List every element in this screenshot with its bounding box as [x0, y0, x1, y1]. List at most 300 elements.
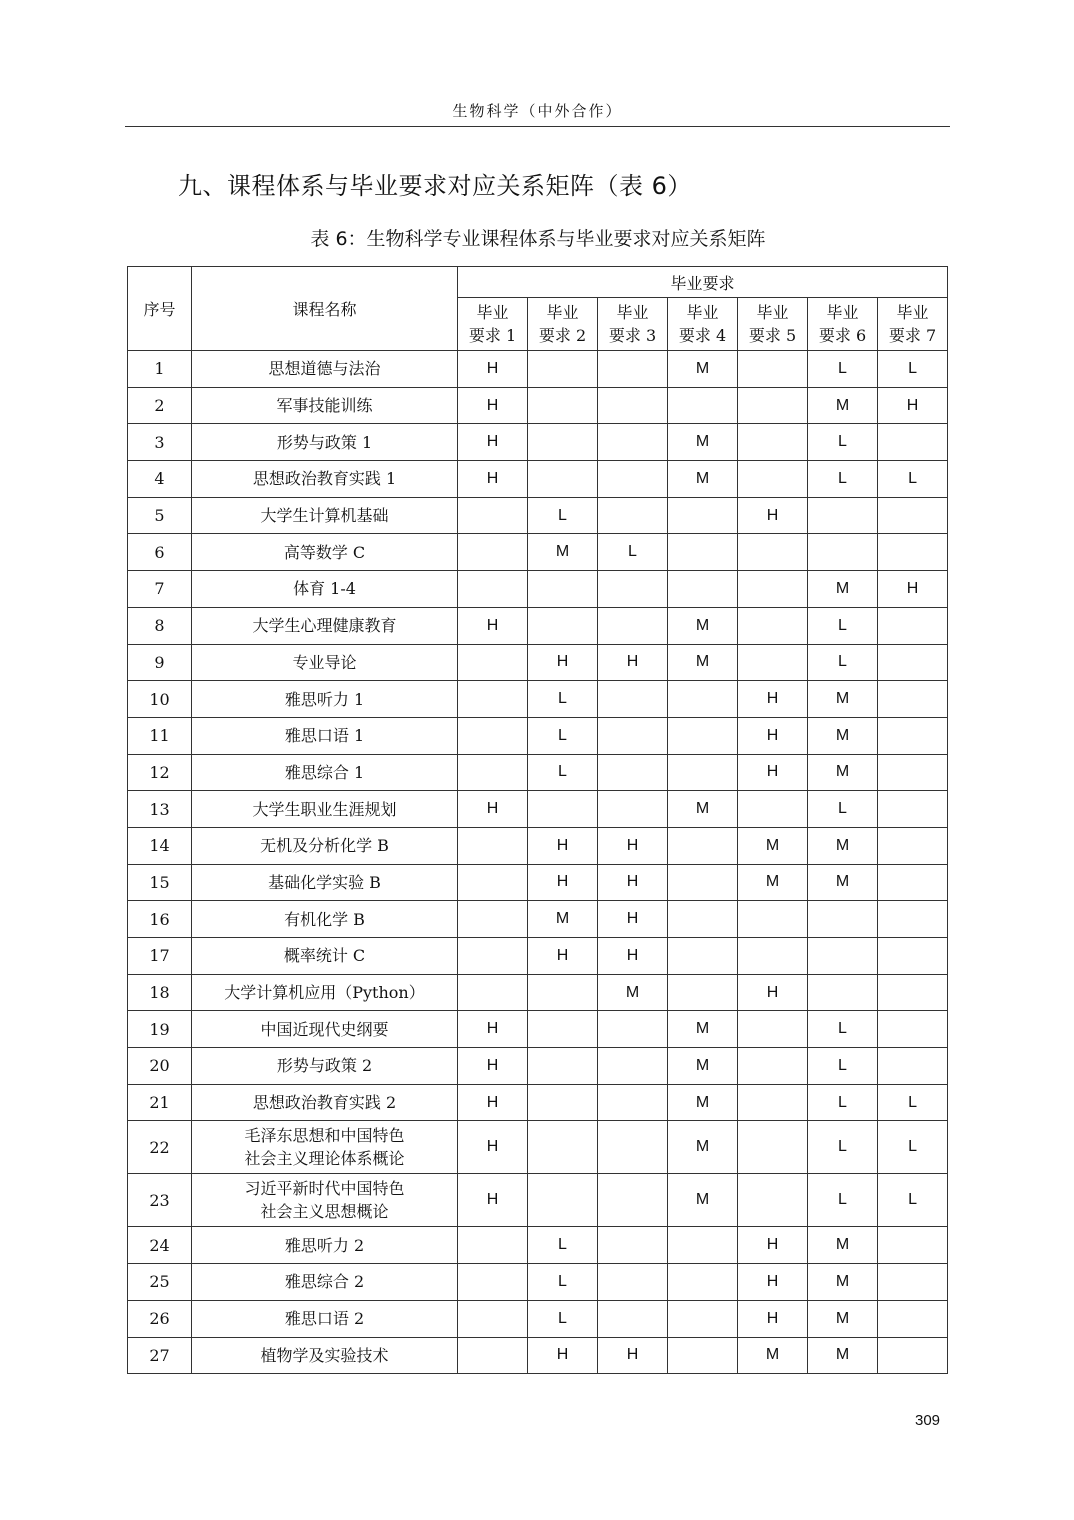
course-name-line: 有机化学 B: [284, 909, 365, 929]
row-index: 9: [128, 644, 192, 681]
requirement-mark: M: [808, 571, 878, 608]
requirement-mark: H: [458, 424, 528, 461]
course-name: [192, 497, 458, 534]
course-name: [192, 974, 458, 1011]
table-row: [128, 754, 948, 791]
course-name-line: 专业导论: [292, 652, 357, 672]
requirement-mark: L: [808, 1121, 878, 1174]
requirement-mark: [458, 1227, 528, 1264]
course-name-line: 概率统计 C: [283, 946, 366, 966]
table-row: [128, 461, 948, 498]
requirement-mark: [528, 1084, 598, 1121]
requirement-mark: L: [808, 607, 878, 644]
row-index: 2: [128, 387, 192, 424]
requirement-mark: [528, 424, 598, 461]
requirement-mark: H: [598, 1337, 668, 1374]
requirement-mark: M: [808, 681, 878, 718]
table-row: [128, 1121, 948, 1174]
requirement-mark: M: [598, 974, 668, 1011]
requirement-mark: [738, 1084, 808, 1121]
requirement-mark: [458, 571, 528, 608]
requirement-mark: [878, 974, 948, 1011]
course-name-line: 雅思听力 1: [284, 689, 365, 709]
requirement-mark: [458, 717, 528, 754]
requirement-mark: H: [458, 607, 528, 644]
requirement-mark: M: [668, 424, 738, 461]
course-name: [192, 1337, 458, 1374]
requirement-mark: [458, 681, 528, 718]
requirement-mark: [458, 1264, 528, 1301]
row-index: 16: [128, 901, 192, 938]
requirement-header-line2: 要求 5: [748, 326, 797, 345]
requirement-mark: H: [878, 387, 948, 424]
requirement-mark: [528, 351, 598, 388]
requirement-mark: [878, 607, 948, 644]
course-name-line: 无机及分析化学 B: [260, 836, 389, 856]
requirements-matrix-table: [127, 266, 948, 1374]
requirement-mark: H: [458, 1121, 528, 1174]
requirement-mark: [878, 1264, 948, 1301]
row-index: 14: [128, 827, 192, 864]
requirement-mark: M: [528, 534, 598, 571]
requirement-mark: [738, 571, 808, 608]
column-header-requirement: [668, 298, 738, 351]
requirement-mark: [458, 497, 528, 534]
table-row: [128, 1048, 948, 1085]
requirement-mark: L: [528, 717, 598, 754]
requirement-mark: [878, 1011, 948, 1048]
row-index: 22: [128, 1121, 192, 1174]
course-name-line: 思想道德与法治: [268, 359, 381, 379]
row-index: 21: [128, 1084, 192, 1121]
row-index: 26: [128, 1300, 192, 1337]
course-name: [192, 644, 458, 681]
requirement-mark: [528, 791, 598, 828]
requirement-mark: L: [808, 424, 878, 461]
course-name-line: 思想政治教育实践 1: [252, 469, 397, 489]
table-row: [128, 938, 948, 975]
requirement-mark: L: [598, 534, 668, 571]
table-row: [128, 1227, 948, 1264]
requirement-mark: [878, 1337, 948, 1374]
requirement-mark: [598, 461, 668, 498]
row-index: 19: [128, 1011, 192, 1048]
requirement-mark: M: [808, 1300, 878, 1337]
requirement-mark: [668, 387, 738, 424]
row-index: 24: [128, 1227, 192, 1264]
table-row: [128, 827, 948, 864]
table-row: [128, 644, 948, 681]
requirement-mark: H: [738, 717, 808, 754]
requirement-mark: L: [878, 1084, 948, 1121]
requirement-header-line1: 毕业: [756, 303, 789, 322]
requirement-mark: [598, 1174, 668, 1227]
requirement-mark: [668, 717, 738, 754]
running-header: 生物科学（中外合作）: [125, 100, 950, 127]
course-name-line: 基础化学实验 B: [268, 872, 381, 892]
course-name: [192, 1264, 458, 1301]
table-row: [128, 1174, 948, 1227]
requirement-mark: L: [878, 1121, 948, 1174]
column-header-requirement: [458, 298, 528, 351]
requirement-mark: [738, 461, 808, 498]
column-header-requirement: [528, 298, 598, 351]
requirement-mark: [668, 864, 738, 901]
requirement-mark: H: [598, 938, 668, 975]
requirement-mark: M: [808, 1337, 878, 1374]
course-name-line: 雅思综合 2: [284, 1272, 365, 1292]
requirement-mark: H: [878, 571, 948, 608]
course-name: [192, 1174, 458, 1227]
requirement-mark: H: [598, 901, 668, 938]
course-name-line: 形势与政策 2: [276, 1056, 373, 1076]
requirement-mark: H: [598, 864, 668, 901]
column-header-requirement: [598, 298, 668, 351]
row-index: 18: [128, 974, 192, 1011]
requirement-mark: H: [528, 827, 598, 864]
course-name: [192, 1227, 458, 1264]
requirement-mark: [738, 791, 808, 828]
requirement-mark: [668, 938, 738, 975]
course-name-line: 大学生计算机基础: [260, 506, 389, 526]
course-name: [192, 461, 458, 498]
requirement-mark: H: [458, 461, 528, 498]
requirement-mark: L: [528, 1227, 598, 1264]
requirement-mark: [808, 938, 878, 975]
requirement-mark: [528, 1011, 598, 1048]
course-name-line: 体育 1-4: [293, 579, 356, 599]
requirement-mark: [668, 974, 738, 1011]
requirement-mark: [458, 827, 528, 864]
requirement-mark: M: [668, 461, 738, 498]
requirement-mark: L: [808, 461, 878, 498]
requirement-mark: [738, 644, 808, 681]
requirement-mark: L: [878, 1174, 948, 1227]
section-heading: 九、课程体系与毕业要求对应关系矩阵（表 6）: [178, 172, 692, 200]
requirement-mark: [878, 864, 948, 901]
requirement-mark: [458, 974, 528, 1011]
course-name-line: 植物学及实验技术: [260, 1345, 389, 1365]
table-row: [128, 1084, 948, 1121]
requirement-mark: [598, 1048, 668, 1085]
table-row: [128, 424, 948, 461]
table-row: [128, 791, 948, 828]
requirement-mark: [668, 1300, 738, 1337]
column-header-course: 课程名称: [192, 267, 458, 351]
requirement-mark: [738, 534, 808, 571]
course-name-line: 军事技能训练: [276, 396, 373, 416]
requirement-mark: [598, 681, 668, 718]
requirement-mark: M: [668, 644, 738, 681]
row-index: 27: [128, 1337, 192, 1374]
course-name-line: 毛泽东思想和中国特色: [244, 1126, 405, 1146]
requirement-header-line1: 毕业: [616, 303, 649, 322]
requirement-mark: M: [668, 791, 738, 828]
requirement-mark: [458, 901, 528, 938]
requirement-mark: M: [808, 387, 878, 424]
course-name-line: 中国近现代史纲要: [260, 1019, 389, 1039]
requirement-mark: [878, 754, 948, 791]
row-index: 25: [128, 1264, 192, 1301]
table-row: [128, 901, 948, 938]
requirement-mark: H: [738, 974, 808, 1011]
requirement-mark: [808, 534, 878, 571]
requirement-mark: M: [668, 1174, 738, 1227]
requirement-mark: L: [528, 1264, 598, 1301]
requirement-mark: H: [528, 644, 598, 681]
requirement-mark: [668, 534, 738, 571]
requirement-mark: [458, 644, 528, 681]
requirement-mark: [528, 571, 598, 608]
requirement-mark: [738, 607, 808, 644]
requirement-mark: H: [598, 827, 668, 864]
requirement-mark: L: [808, 1048, 878, 1085]
requirement-mark: [878, 424, 948, 461]
requirement-mark: L: [808, 1011, 878, 1048]
requirement-mark: H: [738, 1300, 808, 1337]
page-number: 309: [915, 1412, 941, 1429]
course-name: [192, 1011, 458, 1048]
requirement-mark: [528, 387, 598, 424]
requirement-header-line1: 毕业: [896, 303, 929, 322]
requirement-mark: L: [808, 1174, 878, 1227]
requirement-mark: [458, 938, 528, 975]
requirement-mark: [598, 1300, 668, 1337]
requirement-mark: [598, 607, 668, 644]
requirement-mark: [878, 1300, 948, 1337]
requirement-mark: L: [878, 461, 948, 498]
requirement-mark: [738, 1048, 808, 1085]
requirement-mark: H: [738, 497, 808, 534]
table-row: [128, 351, 948, 388]
requirement-mark: M: [808, 754, 878, 791]
course-name-line: 大学计算机应用（Python）: [224, 983, 425, 1003]
requirement-mark: [738, 387, 808, 424]
row-index: 15: [128, 864, 192, 901]
course-name-line: 高等数学 C: [283, 542, 366, 562]
requirement-mark: [598, 387, 668, 424]
requirement-mark: [808, 497, 878, 534]
requirement-mark: L: [808, 644, 878, 681]
table-row: [128, 607, 948, 644]
course-name: [192, 1300, 458, 1337]
course-name: [192, 791, 458, 828]
requirement-header-line1: 毕业: [476, 303, 509, 322]
requirement-mark: M: [738, 1337, 808, 1374]
requirement-mark: [598, 1084, 668, 1121]
requirement-mark: [458, 1337, 528, 1374]
requirement-mark: [738, 1121, 808, 1174]
requirement-mark: [668, 827, 738, 864]
requirement-mark: [598, 424, 668, 461]
table-row: [128, 1011, 948, 1048]
row-index: 13: [128, 791, 192, 828]
requirement-mark: H: [458, 351, 528, 388]
requirement-mark: [528, 607, 598, 644]
column-group-header: 毕业要求: [458, 267, 948, 298]
table-row: [128, 681, 948, 718]
row-index: 8: [128, 607, 192, 644]
requirement-mark: [878, 534, 948, 571]
requirement-mark: [878, 901, 948, 938]
requirement-header-line2: 要求 2: [538, 326, 587, 345]
row-index: 1: [128, 351, 192, 388]
course-name: [192, 864, 458, 901]
row-index: 11: [128, 717, 192, 754]
requirement-mark: [738, 424, 808, 461]
course-name-line: 大学生职业生涯规划: [252, 799, 397, 819]
requirement-mark: H: [738, 1227, 808, 1264]
requirement-mark: H: [458, 1048, 528, 1085]
row-index: 4: [128, 461, 192, 498]
row-index: 7: [128, 571, 192, 608]
course-name: [192, 1048, 458, 1085]
requirement-mark: L: [528, 754, 598, 791]
requirement-mark: L: [528, 497, 598, 534]
course-name-line: 社会主义理论体系概论: [244, 1149, 405, 1169]
course-name-line: 习近平新时代中国特色: [244, 1179, 405, 1199]
row-index: 6: [128, 534, 192, 571]
table-row: [128, 534, 948, 571]
requirement-mark: L: [528, 681, 598, 718]
requirement-mark: [738, 901, 808, 938]
requirement-mark: [808, 901, 878, 938]
requirement-mark: H: [738, 681, 808, 718]
course-name-line: 雅思听力 2: [284, 1235, 365, 1255]
row-index: 20: [128, 1048, 192, 1085]
requirement-mark: M: [738, 827, 808, 864]
requirement-mark: [598, 791, 668, 828]
course-name-line: 社会主义思想概论: [260, 1202, 389, 1222]
requirement-mark: [458, 864, 528, 901]
requirement-mark: [598, 717, 668, 754]
table-row: [128, 974, 948, 1011]
requirement-header-line2: 要求 1: [468, 326, 517, 345]
requirement-mark: [738, 1011, 808, 1048]
course-name-line: 大学生心理健康教育: [252, 616, 397, 636]
course-name-line: 雅思综合 1: [284, 762, 365, 782]
requirement-mark: M: [668, 351, 738, 388]
requirement-mark: H: [458, 791, 528, 828]
course-name-line: 雅思口语 1: [284, 726, 365, 746]
requirement-header-line2: 要求 6: [818, 326, 867, 345]
requirement-header-line1: 毕业: [546, 303, 579, 322]
course-name: [192, 717, 458, 754]
requirement-mark: [878, 681, 948, 718]
requirement-mark: M: [808, 864, 878, 901]
requirement-mark: [878, 644, 948, 681]
requirement-mark: [458, 534, 528, 571]
requirement-mark: H: [528, 864, 598, 901]
requirement-header-line2: 要求 7: [888, 326, 937, 345]
requirement-mark: [878, 938, 948, 975]
requirement-mark: [458, 1300, 528, 1337]
requirement-mark: M: [668, 1011, 738, 1048]
table-row: [128, 717, 948, 754]
requirement-mark: [598, 1011, 668, 1048]
requirement-mark: M: [668, 1121, 738, 1174]
course-name: [192, 607, 458, 644]
requirement-mark: [878, 497, 948, 534]
requirement-header-line2: 要求 3: [608, 326, 657, 345]
requirement-mark: [668, 497, 738, 534]
requirement-mark: H: [738, 754, 808, 791]
requirement-mark: [878, 791, 948, 828]
row-index: 5: [128, 497, 192, 534]
table-row: [128, 497, 948, 534]
column-header-index: 序号: [128, 267, 192, 351]
course-name-line: 思想政治教育实践 2: [252, 1093, 397, 1113]
requirement-mark: [878, 1048, 948, 1085]
requirement-mark: M: [668, 607, 738, 644]
table-row: [128, 571, 948, 608]
requirement-mark: L: [808, 1084, 878, 1121]
requirement-mark: [598, 1227, 668, 1264]
requirement-mark: H: [458, 1084, 528, 1121]
table-row: [128, 1300, 948, 1337]
requirement-mark: [738, 351, 808, 388]
column-header-requirement: [738, 298, 808, 351]
requirement-mark: [878, 1227, 948, 1264]
course-name: [192, 938, 458, 975]
requirement-mark: [528, 461, 598, 498]
requirement-mark: [808, 974, 878, 1011]
requirement-mark: [668, 754, 738, 791]
table-caption: 表 6：生物科学专业课程体系与毕业要求对应关系矩阵: [310, 228, 766, 250]
course-name: [192, 571, 458, 608]
requirement-mark: [668, 1264, 738, 1301]
requirement-mark: L: [808, 791, 878, 828]
course-name: [192, 351, 458, 388]
course-name: [192, 901, 458, 938]
requirement-mark: L: [878, 351, 948, 388]
requirement-mark: [598, 1264, 668, 1301]
requirement-header-line1: 毕业: [826, 303, 859, 322]
requirement-mark: M: [738, 864, 808, 901]
course-name-line: 形势与政策 1: [276, 432, 373, 452]
course-name: [192, 424, 458, 461]
requirement-mark: [528, 1048, 598, 1085]
table-row: [128, 1337, 948, 1374]
requirement-mark: H: [528, 938, 598, 975]
course-name-line: 雅思口语 2: [284, 1309, 365, 1329]
requirement-mark: [598, 497, 668, 534]
course-name: [192, 534, 458, 571]
requirement-mark: [668, 571, 738, 608]
course-name: [192, 1084, 458, 1121]
course-name: [192, 754, 458, 791]
requirement-mark: [668, 1227, 738, 1264]
requirement-mark: [878, 717, 948, 754]
requirement-mark: [528, 1121, 598, 1174]
column-header-requirement: [808, 298, 878, 351]
requirement-mark: [598, 571, 668, 608]
course-name: [192, 1121, 458, 1174]
requirement-header-line1: 毕业: [686, 303, 719, 322]
requirement-mark: [668, 1337, 738, 1374]
requirement-mark: H: [458, 1174, 528, 1227]
requirement-mark: [738, 1174, 808, 1227]
requirement-mark: [528, 1174, 598, 1227]
requirement-mark: [878, 827, 948, 864]
row-index: 23: [128, 1174, 192, 1227]
course-name: [192, 681, 458, 718]
requirement-mark: M: [808, 717, 878, 754]
requirement-mark: M: [668, 1084, 738, 1121]
course-name: [192, 387, 458, 424]
course-name: [192, 827, 458, 864]
column-header-requirement: [878, 298, 948, 351]
